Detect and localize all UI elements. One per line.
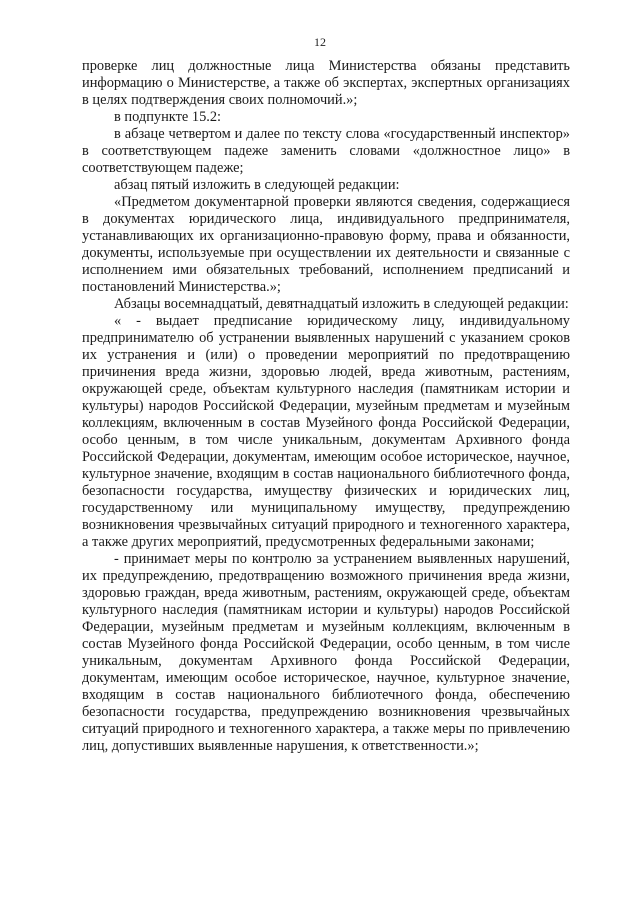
document-body: [82, 58, 570, 755]
paragraph-subclause-heading: в подпункте 15.2:: [114, 109, 222, 125]
paragraph-amendment-inspector: в абзаце четвертом и далее по тексту слова «государственный инспектор» в соответствующем падеже заменить словами «должностное лицо» в соответствующем падеже;: [82, 126, 570, 176]
paragraph-fifth-clause-intro: абзац пятый изложить в следующей редакции:: [114, 177, 400, 193]
paragraph-clauses-intro: Абзацы восемнадцатый, девятнадцатый изложить в следующей редакции:: [114, 296, 569, 312]
page-number: 12: [314, 35, 326, 49]
paragraph-takes-measures: - принимает меры по контролю за устранением выявленных нарушений, их предупреждению, предотвращению возможного причинения вреда жизни, здоровью граждан, вреда животным, растениям, окружающей среде, объектам культурного наследия (памятникам истории и культуры) народов Российской Федерации, музейным предметам и музейным коллекциям, включенным в состав Музейного фонда Российской Федерации, особо ценным, в том числе уникальным, документам Архивного фонда Российской Федерации, документам, имеющим особое историческое, научное, культурное значение, входящим в состав национального библиотечного фонда, обеспечению безопасности государства, предупреждению возникновения чрезвычайных ситуаций природного и техногенного характера, а также меры по привлечению лиц, допустивших выявленные нарушения, к ответственности.»;: [82, 551, 570, 754]
paragraph-continuation: проверке лиц должностные лица Министерства обязаны представить информацию о Министерстве, а также об экспертах, экспертных организациях в целях подтверждения своих полномочий.»;: [82, 58, 570, 108]
paragraph-inspection-subject: «Предметом документарной проверки являются сведения, содержащиеся в документах юридического лица, индивидуального предпринимателя, устанавливающих их организационно-правовую форму, права и обязанности, документы, используемые при осуществлении их деятельности и связанные с исполнением ими обязательных требований, исполнением предписаний и постановлений Министерства.»;: [82, 194, 570, 295]
paragraph-issues-order: « - выдает предписание юридическому лицу, индивидуальному предпринимателю об устранении выявленных нарушений с указанием сроков их устранения и (или) о проведении мероприятий по предотвращению причинения вреда жизни, здоровью людей, вреда животным, растениям, окружающей среде, объектам культурного наследия (памятникам истории и культуры) народов Российской Федерации, музейным предметам и музейным коллекциям, включенным в состав Музейного фонда Российской Федерации, особо ценным, в том числе уникальным, документам Архивного фонда Российской Федерации, документам, имеющим особое историческое, научное, культурное значение, входящим в состав национального библиотечного фонда, безопасности государства, имуществу физических и юридических лиц, государственному или муниципальному имуществу, предупреждению возникновения чрезвычайных ситуаций природного и техногенного характера, а также других мероприятий, предусмотренных федеральными законами;: [82, 313, 570, 550]
